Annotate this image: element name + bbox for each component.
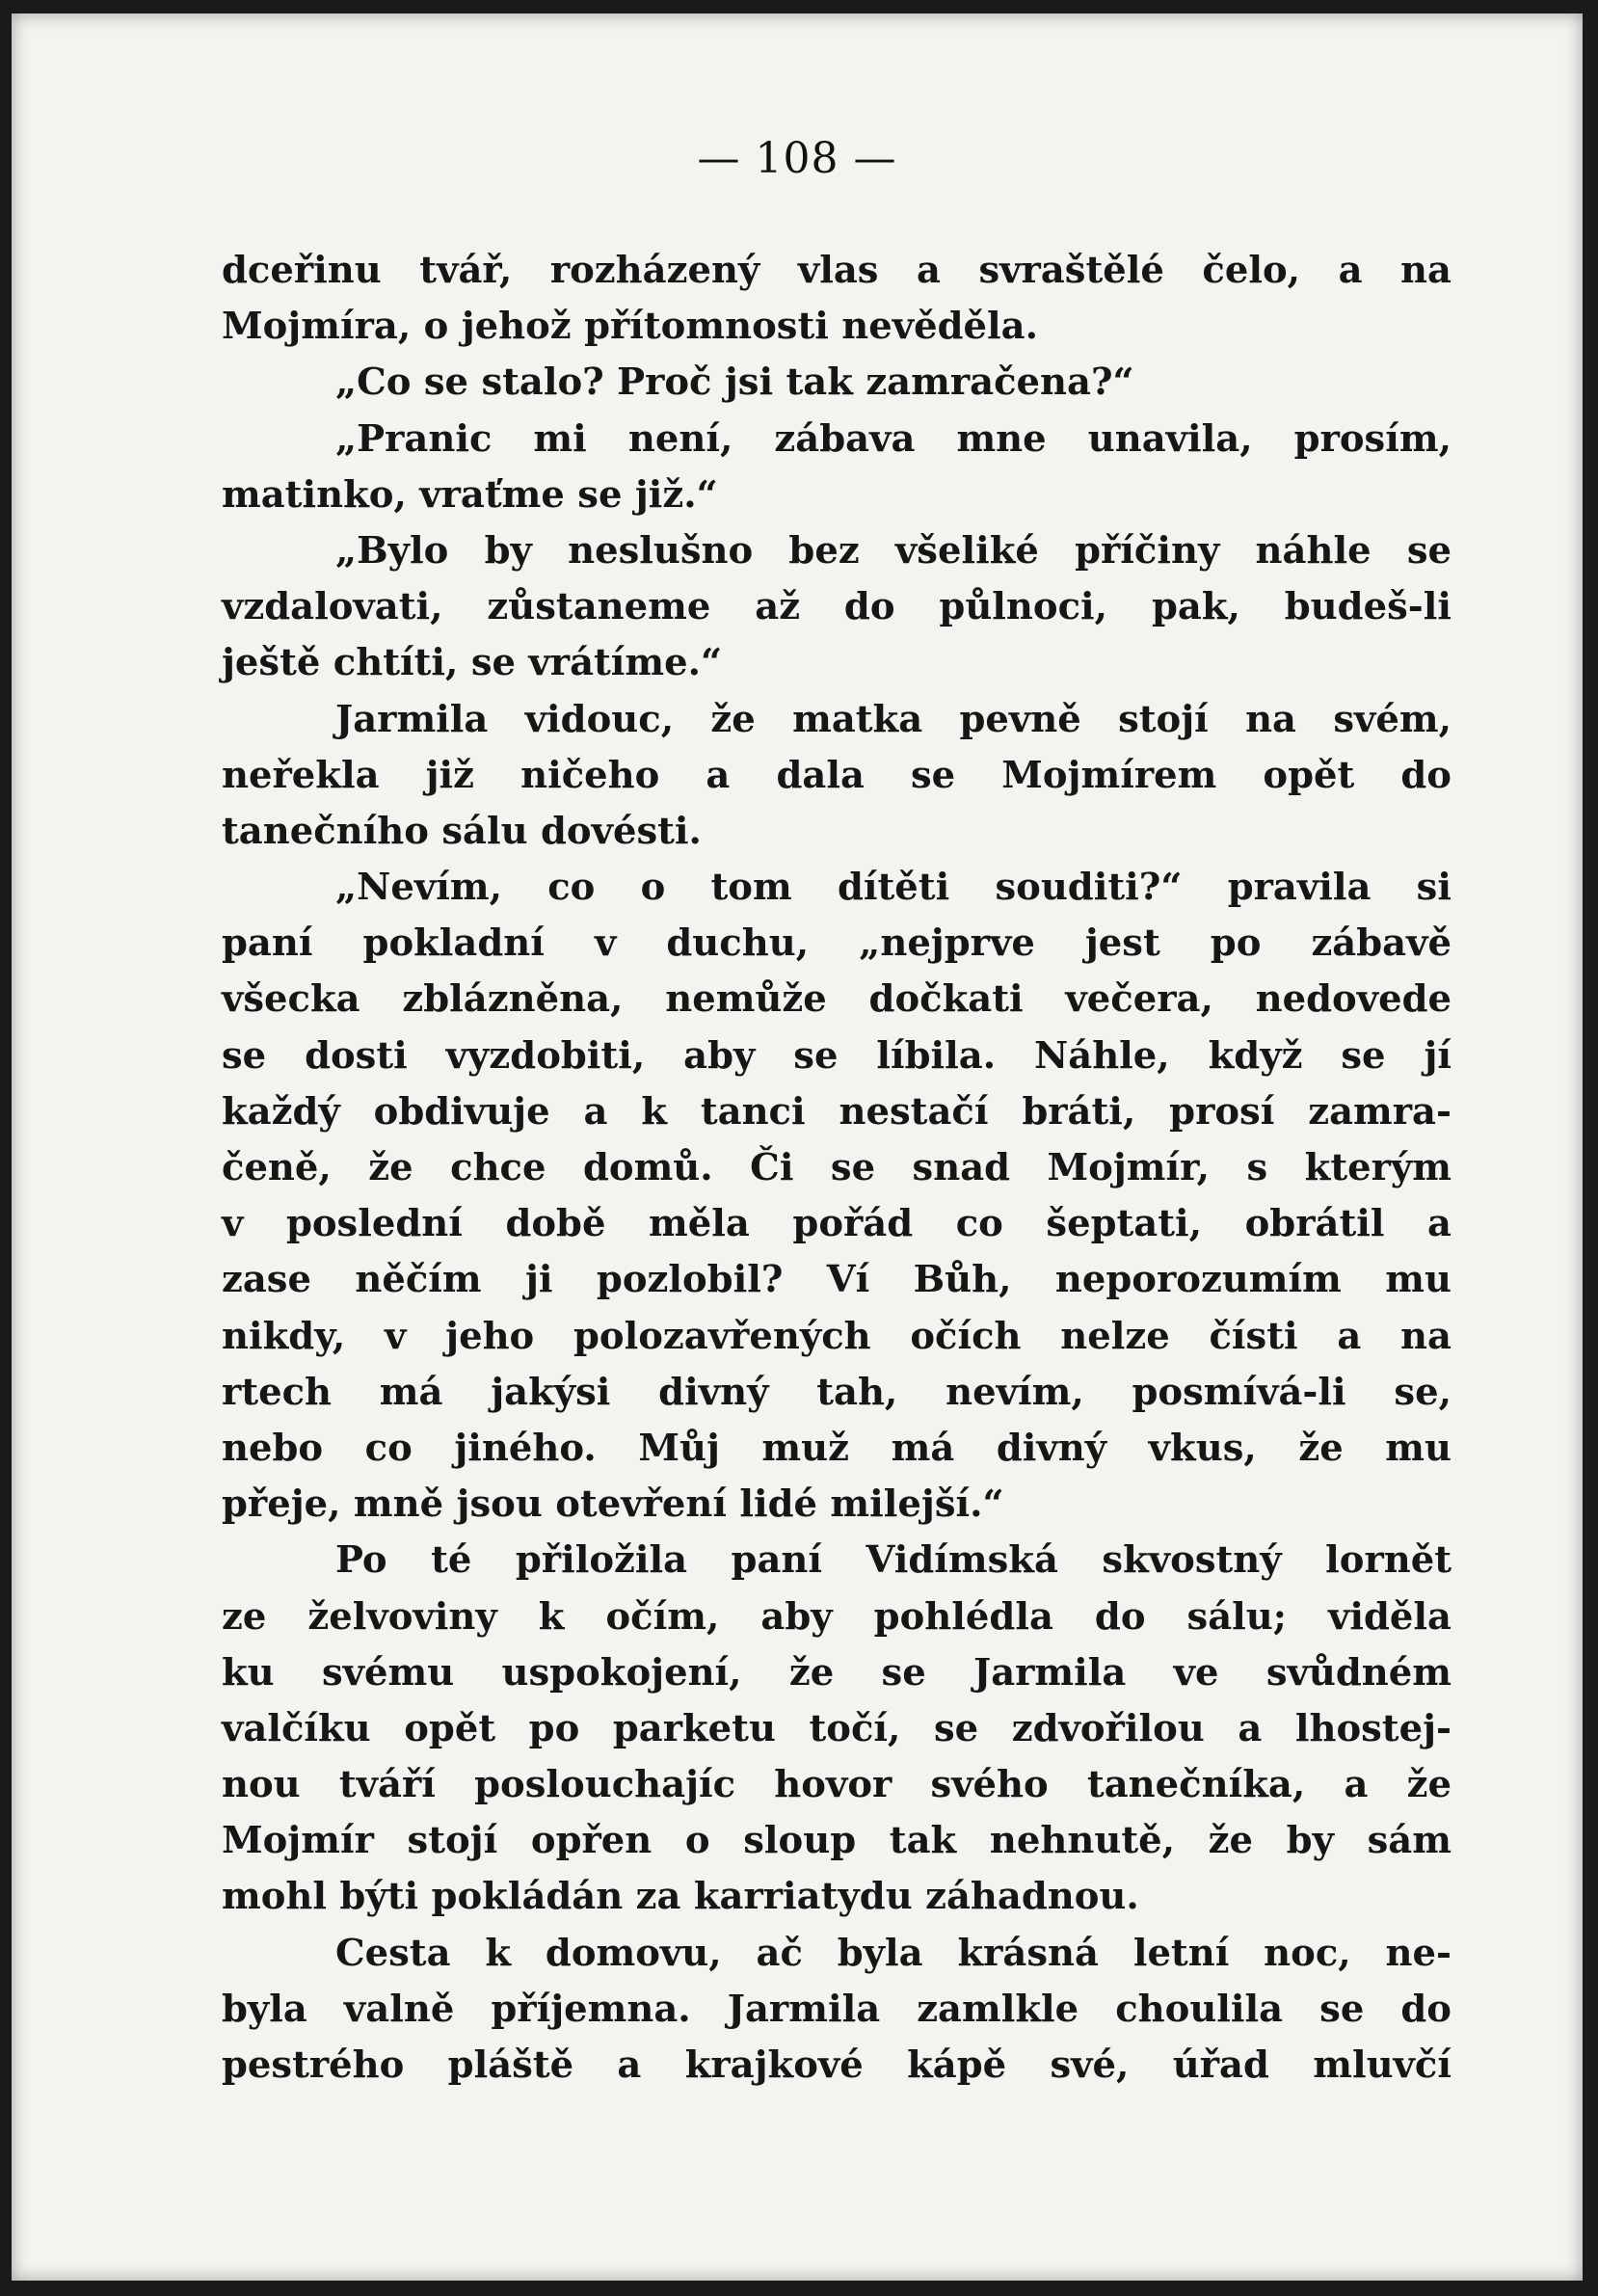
- text-line: matinko, vraťme se již.“: [222, 472, 718, 517]
- text-line: každý obdivuje a k tanci nestačí bráti, prosí zamra-: [222, 1089, 1452, 1134]
- text-line: se dosti vyzdobiti, aby se líbila. Náhle, když se jí: [222, 1033, 1452, 1078]
- text-line: paní pokladní v duchu, „nejprve jest po zábavě: [222, 921, 1452, 966]
- body-text: [222, 243, 1452, 2094]
- text-line: ještě chtíti, se vrátíme.“: [222, 641, 723, 685]
- text-line: všecka zblázněna, nemůže dočkati večera, nedovede: [222, 977, 1452, 1022]
- book-page: [12, 13, 1583, 2281]
- text-line: mohl býti pokládán za karriatydu záhadnou.: [222, 1875, 1139, 1919]
- text-line: Mojmír stojí opřen o sloup tak nehnutě, že by sám: [222, 1819, 1452, 1863]
- page-number: — 108 —: [697, 134, 897, 183]
- text-line: zase něčím ji pozlobil? Ví Bůh, neporozumím mu: [222, 1258, 1452, 1302]
- text-line: v poslední době měla pořád co šeptati, obrátil a: [222, 1202, 1452, 1246]
- text-line: Mojmíra, o jehož přítomnosti nevěděla.: [222, 305, 1038, 349]
- text-line: nebo co jiného. Můj muž má divný vkus, že mu: [222, 1426, 1452, 1470]
- text-line: byla valně příjemna. Jarmila zamlkle choulila se do: [222, 1987, 1452, 2031]
- text-line: ku svému uspokojení, že se Jarmila ve svůdném: [222, 1650, 1452, 1695]
- text-line: Jarmila vidouc, že matka pevně stojí na svém,: [335, 697, 1452, 741]
- text-line: „Pranic mi není, zábava mne unavila, prosím,: [335, 416, 1452, 461]
- text-line: ze želvoviny k očím, aby pohlédla do sálu; viděla: [222, 1594, 1452, 1639]
- text-line: pestrého pláště a krajkové kápě své, úřad mluvčí: [222, 2043, 1452, 2087]
- text-line: nikdy, v jeho polozavřených očích nelze čísti a na: [222, 1314, 1452, 1358]
- text-line: Cesta k domovu, ač byla krásná letní noc, ne-: [335, 1931, 1452, 1975]
- text-line: čeně, že chce domů. Či se snad Mojmír, s kterým: [222, 1146, 1452, 1189]
- text-line: dceřinu tvář, rozházený vlas a svraštělé čelo, a na: [222, 249, 1452, 292]
- text-line: Po té přiložila paní Vidímská skvostný lornět: [335, 1538, 1452, 1583]
- text-line: nou tváří poslouchajíc hovor svého tanečníka, a že: [222, 1763, 1452, 1807]
- text-line: rtech má jakýsi divný tah, nevím, posmívá-li se,: [222, 1370, 1452, 1414]
- text-line: vzdalovati, zůstaneme až do půlnoci, pak, budeš-li: [222, 585, 1452, 629]
- text-line: „Co se stalo? Proč jsi tak zamračena?“: [335, 360, 1134, 405]
- text-line: „Nevím, co o tom dítěti souditi?“ pravila si: [335, 866, 1452, 910]
- text-line: přeje, mně jsou otevření lidé milejší.“: [222, 1482, 1004, 1527]
- text-line: tanečního sálu dovésti.: [222, 809, 702, 853]
- text-line: valčíku opět po parketu točí, se zdvořilou a lhostej-: [222, 1706, 1452, 1750]
- text-line: „Bylo by neslušno bez všeliké příčiny náhle se: [335, 528, 1452, 573]
- text-line: neřekla již ničeho a dala se Mojmírem opět do: [222, 753, 1452, 797]
